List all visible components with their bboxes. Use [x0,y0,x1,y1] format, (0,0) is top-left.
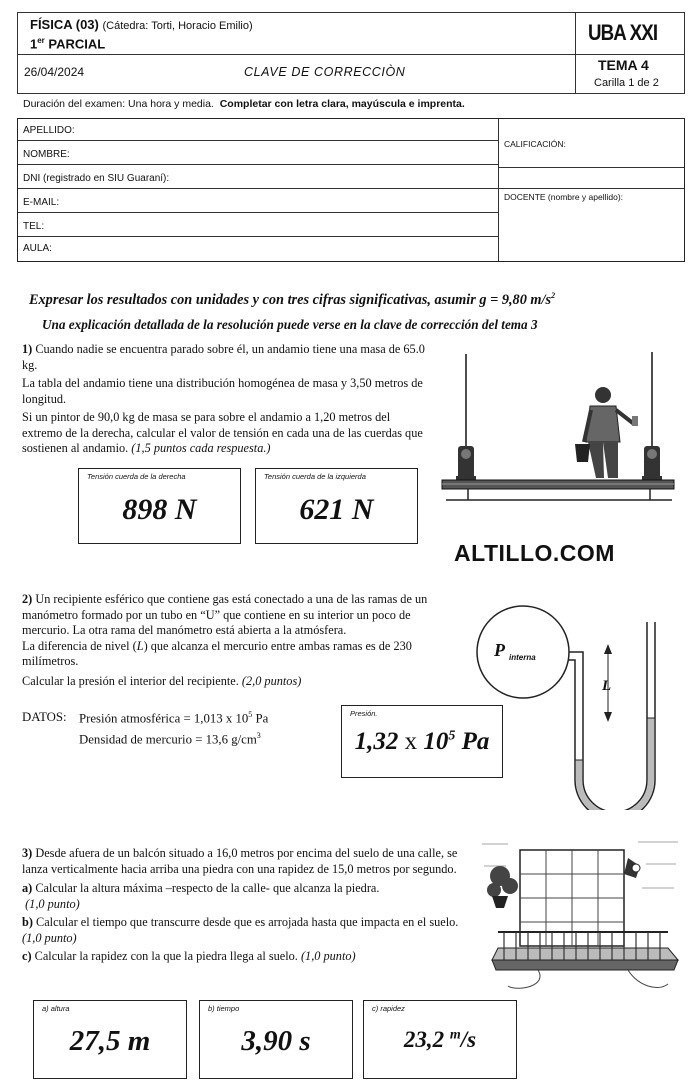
answer-label: a) altura [42,1004,70,1013]
P-label: P [494,640,505,660]
exam-title: PARCIAL [48,36,106,52]
P-subscript: interna [509,653,536,662]
q2-number: 2) [22,592,33,606]
q2-points: (2,0 puntos) [241,673,302,688]
q2-datos-1 [79,710,268,726]
L-label: L [602,678,612,694]
datos-1-unit: Pa [252,711,269,726]
fill-instruction: Completar con letra clara, mayúscula e imprenta. [219,98,465,110]
field-calificacion[interactable]: CALIFICACIÓN: [504,139,566,149]
speed-unit-m: m [449,1027,461,1043]
header-subject-line [30,17,253,32]
duration-line [23,98,465,110]
field-apellido[interactable]: APELLIDO: [18,119,498,141]
pressure-times: x [398,728,424,755]
q3c-points: (1,0 punto) [300,949,356,963]
watermark: ALTILLO.COM [454,540,615,566]
hanging-plant [487,866,518,908]
q2-text-1: Un recipiente esférico que contiene gas está conectado a una de las ramas de un manómetro formado por un tubo en “U” que contiene en su interior un poco de mercurio. La otra rama del manómetro está abierta a la atmósfera. [22,592,428,637]
datos-1-sup: 5 [248,710,253,719]
instruction-sup: 2 [551,291,556,300]
q1-text-3: Si un pintor de 90,0 kg de masa se para sobre el andamio a 1,20 metros del extremo de la derecha, calcular el valor de tensión en cada una de las cuerdas que sostienen al andamio. [22,410,423,455]
pressure-base: 10 [423,728,449,755]
answer-label: b) tiempo [208,1004,240,1013]
tema-label: TEMA 4 [598,57,649,73]
q3b-points: (1,0 punto) [22,930,77,945]
field-nombre[interactable]: NOMBRE: [18,143,498,165]
field-docente[interactable]: DOCENTE (nombre y apellido): [504,192,624,202]
instruction-text-1: Expresar los resultados con unidades y con tres cifras significativas, asumir g = 9,80 m/s [29,291,552,308]
q3b-label: b) [22,915,33,929]
answer-box-speed[interactable] [363,1000,517,1079]
q3a-label: a) [22,881,33,895]
instruction-line-1 [29,291,555,309]
field-dni[interactable]: DNI (registrado en SIU Guaraní): [18,167,684,189]
answer-value [364,1027,516,1053]
exam-header [17,12,685,94]
speed-unit-s: /s [460,1027,477,1052]
speed-number: 23,2 [403,1027,450,1052]
q2-text-3: Calcular la presión el interior del recipiente. [22,673,239,688]
pressure-unit: Pa [455,728,490,755]
balcony-illustration [478,836,684,1004]
scaffold-illustration [438,350,678,520]
exam-number: 1 [30,36,38,52]
duration-text: Duración del examen: Una hora y media. [23,98,214,110]
answer-box-left-tension[interactable] [255,468,418,544]
datos-2-text: Densidad de mercurio = 13,6 g/cm [79,732,257,747]
q3a-text: Calcular la altura máxima –respecto de la calle- que alcanza la piedra. [32,881,380,895]
q3b-text: Calcular el tiempo que transcurre desde que es arrojada hasta que impacta en el suelo. [32,915,459,929]
carilla-label: Carilla 1 de 2 [594,77,659,89]
field-aula[interactable]: AULA: [23,243,52,254]
q1-text-2: La tabla del andamio tiene una distribución homogénea de masa y 3,50 metros de longitud. [22,376,423,406]
answer-box-right-tension[interactable] [78,468,241,544]
question-1 [22,342,426,457]
field-email[interactable]: E-MAIL: [18,191,498,213]
answer-value: 898 N [122,493,197,526]
subject: FÍSICA (03) [30,17,99,32]
answer-value: 27,5 m [69,1025,151,1057]
field-tel[interactable]: TEL: [18,215,498,237]
q1-points: (1,5 puntos cada respuesta.) [131,441,271,455]
pressure-mantissa: 1,32 [354,728,399,755]
q2-datos-label: DATOS: [22,710,67,724]
left-winch [456,446,476,482]
uba-logo: UBA XXI [588,20,658,45]
question-2 [22,592,458,689]
q3-text: Desde afuera de un balcón situado a 16,0 metros por encima del suelo de una calle, se lanza verticalmente hacia arriba una piedra con una rapidez de 15,0 metros por segundo. [22,846,458,876]
exam-date: 26/04/2024 [24,65,85,79]
q2-text-2b: ) que alcanza el mercurio entre ambas ramas es de 230 milímetros. [22,638,412,668]
manometer-diagram [468,600,658,810]
wall-lamp [624,858,640,878]
q2-text-2a: La diferencia de nivel ( [22,638,137,653]
answer-box-time[interactable] [199,1000,353,1079]
q3-number: 3) [22,846,33,860]
right-winch [642,446,662,482]
q1-number: 1) [22,342,33,356]
instruction-line-2: Una explicación detallada de la resolución puede verse en la clave de corrección del tema 3 [42,317,538,332]
pressure-exponent: 5 [448,728,456,744]
q3c-text: Calcular la rapidez con la que la piedra llega al suelo. [31,949,298,963]
key-title: CLAVE DE CORRECCIÒN [244,65,406,79]
q1-text-1: Cuando nadie se encuentra parado sobre él, un andamio tiene una masa de 65.0 kg. [22,342,425,372]
answer-value: 621 N [299,493,374,526]
answer-box-height[interactable] [33,1000,187,1079]
answer-label: Presión. [350,709,378,718]
painter-figure [575,387,638,478]
q3a-points: (1,0 punto) [25,896,80,911]
question-3 [22,846,459,965]
student-form [17,118,685,262]
answer-label: Tensión cuerda de la derecha [87,472,186,481]
q2-datos-2 [79,731,261,747]
datos-1-text: Presión atmosférica = 1,013 x 10 [79,711,249,726]
answer-value: 3,90 s [241,1025,311,1057]
datos-2-sup: 3 [256,731,261,740]
q2-L-symbol: L [136,638,144,653]
exam-name [30,36,105,51]
chair: (Cátedra: Torti, Horacio Emilio) [102,20,253,32]
answer-label: c) rapidez [372,1004,405,1013]
exam-number-sup: er [37,36,45,45]
answer-label: Tensión cuerda de la izquierda [264,472,366,481]
q3c-label: c) [22,949,32,963]
